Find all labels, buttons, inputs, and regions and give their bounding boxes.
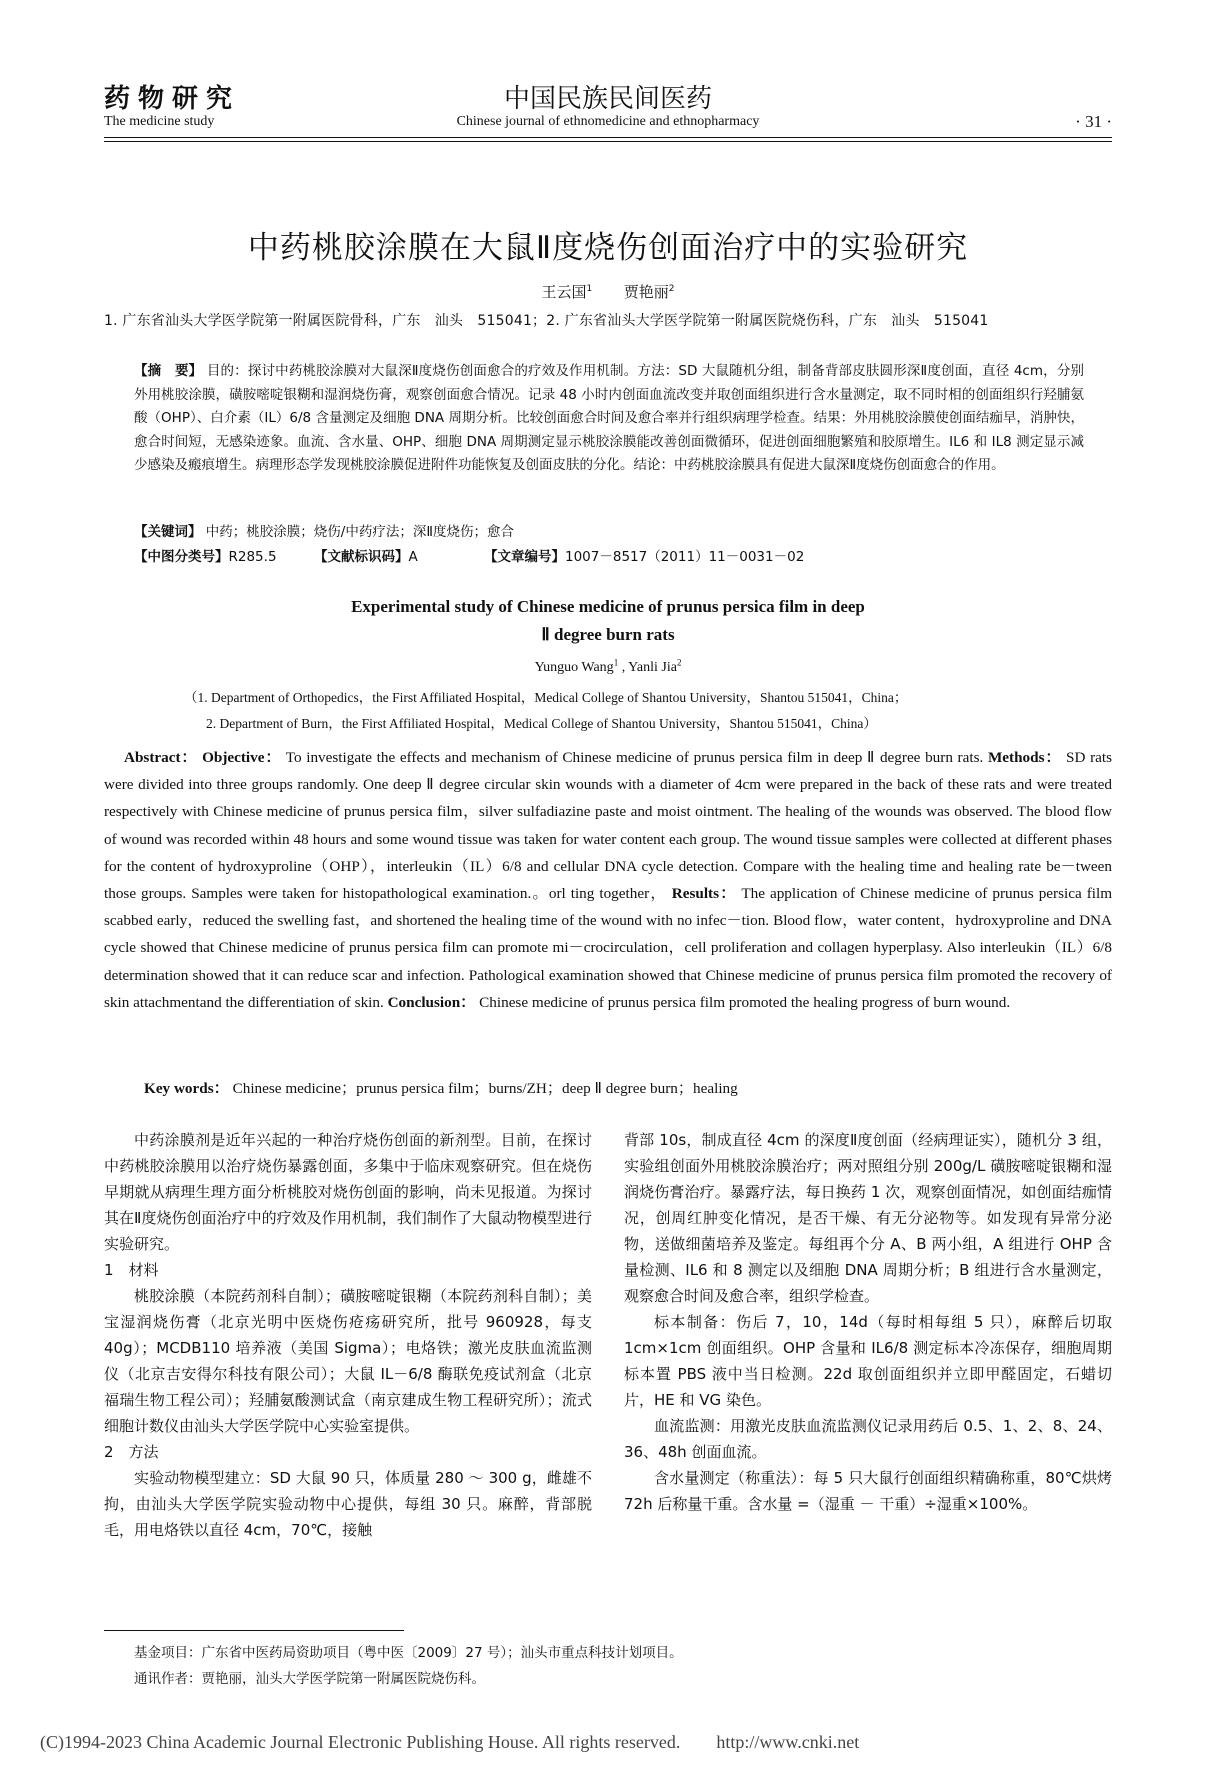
page-number: · 31 ·: [1075, 112, 1112, 131]
body-paragraph: 血流监测：用激光皮肤血流监测仪记录用药后 0.5、1、2、8、24、36、48h 创面血流。: [624, 1417, 1112, 1461]
abstract-en-label: Abstract：: [124, 749, 198, 766]
keywords-cn-text: 中药；桃胶涂膜；烧伤/中药疗法；深Ⅱ度烧伤；愈合: [205, 524, 514, 540]
section-title-en: The medicine study: [104, 114, 215, 129]
methods-label: Methods：: [987, 749, 1062, 766]
journal-name-cn: 中国民族民间医药: [503, 84, 712, 114]
body-paragraph-continued: 背部 10s，制成直径 4cm 的深度Ⅱ度创面（经病理证实），随机分 3 组，实验组创面外用桃胶涂膜治疗；两对照组分别 200g/L 磺胺嘧啶银糊和湿润烧伤膏治疗。暴露疗法，每日换药 1 次，观察创面情况，如创面结痂情况，创周红肿变化情况，是否干燥、有无分泌物等。如发现有异常分泌物，送做细菌培养及鉴定。每组再个分 A、B 两小组，A 组进行 OHP 含量检测、IL6 和 8 测定以及细胞 DNA 周期分析；B 组进行含水量测定，观察愈合时间及愈合率，组织学检查。: [624, 1131, 1112, 1305]
affiliation-en-1: （1. Department of Orthopedics，the First Affiliated Hospital，Medical College of Shantou University，Shantou 515041，China；: [184, 690, 908, 705]
body-column-left: [104, 1127, 592, 1543]
conclusion-label: Conclusion：: [387, 993, 476, 1011]
body-paragraph: 标本制备：伤后 7，10，14d（每时相每组 5 只），麻醉后切取 1cm×1cm 创面组织。OHP 含量和 IL6/8 测定标本冷冻保存，细胞周期标本置 PBS 液中当日检测。22d 取创面组织并立即甲醛固定，石蜡切片，HE 和 VG 染色。: [624, 1313, 1112, 1409]
objective-label: Objective：: [202, 749, 282, 766]
section-heading: 1 材料: [104, 1261, 159, 1279]
abstract-cn-text: 目的：探讨中药桃胶涂膜对大鼠深Ⅱ度烧伤创面愈合的疗效及作用机制。方法：SD 大鼠随机分组，制备背部皮肤圆形深Ⅱ度创面，直径 4cm，分别外用桃胶涂膜，磺胺嘧啶银糊和湿润烧伤膏，观察创面愈合情况。记录 48 小时内创面血流改变并取创面组织进行含水量测定，取不同时相的创面组织行羟脯氨酸（OHP）、白介素（IL）6/8 含量测定及细胞 DNA 周期分析。比较创面愈合时间及愈合率并行组织病理学检查。结果：外用桃胶涂膜使创面结痂早，消肿快，愈合时间短，无感染迹象。血流、含水量、OHP、细胞 DNA 周期测定显示桃胶涂膜能改善创面微循环，促进创面细胞繁殖和胶原增生。IL6 和 IL8 测定显示减少感染及瘢痕增生。病理形态学发现桃胶涂膜促进附件功能恢复及创面皮肤的分化。结论：中药桃胶涂膜具有促进大鼠深Ⅱ度烧伤创面愈合的作用。: [134, 363, 1085, 473]
section-heading: 2 方法: [104, 1443, 159, 1461]
authors-cn: [0, 281, 1216, 302]
methods-text: SD rats were divided into three groups randomly. One deep Ⅱ degree circular skin wounds with a diameter of 4cm were prepared in the back of these rats and were treated respectively with Chinese medicine of prunus persica film，silver sulfadiazine paste and moist ointment. The healing of the wounds was observed. The blood flow of wound was recorded within 48 hours and some wound tissue was taken for water content each group. The wound tissue samples were collected at different phases for the content of hydroxyproline（OHP），interleukin（IL）6/8 and cellular DNA cycle detection. Compare with the healing time and healing rate be－tween those groups. Samples were taken for histopathological examination.。orl ting together，: [104, 749, 1113, 903]
objective-text: To investigate the effects and mechanism of Chinese medicine of prunus persica film in deep Ⅱ degree burn rats.: [285, 749, 984, 766]
body-paragraph: 实验动物模型建立：SD 大鼠 90 只，体质量 280 ～ 300 g，雌雄不拘，由汕头大学医学院实验动物中心提供，每组 30 只。麻醉，背部脱毛，用电烙铁以直径 4cm，70℃，接触: [104, 1469, 592, 1539]
document-code: 【文献标识码】A: [314, 549, 418, 565]
keywords-en: [144, 1077, 1112, 1098]
keywords-cn-label: 【关键词】: [134, 524, 202, 540]
article-title-en-line1: Experimental study of Chinese medicine of prunus persica film in deep: [351, 597, 865, 616]
body-paragraph: 含水量测定（称重法）：每 5 只大鼠行创面组织精确称重，80℃烘烤 72h 后称量干重。含水量 =（湿重 － 干重）÷湿重×100%。: [624, 1469, 1112, 1513]
article-title-en-line2: Ⅱ degree burn rats: [541, 625, 675, 644]
article-number: 【文章编号】1007－8517（2011）11－0031－02: [484, 549, 805, 565]
footnote-fund: 基金项目：广东省中医药局资助项目（粤中医〔2009〕27 号）；汕头市重点科技计划项目。: [134, 1645, 683, 1661]
abstract-cn-label: 【摘 要】: [134, 363, 203, 379]
abstract-en: [104, 744, 1112, 1016]
body-paragraph: 桃胶涂膜（本院药剂科自制）；磺胺嘧啶银糊（本院药剂科自制）；美宝湿润烧伤膏（北京光明中医烧伤疮疡研究所，批号 960928，每支 40g）；MCDB110 培养液（美国 Sigma）；电烙铁；激光皮肤血流监测仪（北京吉安得尔科技有限公司）；大鼠 IL－6/8 酶联免疫试剂盒（北京福瑞生物工程公司）；羟脯氨酸测试盒（南京建成生物工程研究所）；流式细胞计数仪由汕头大学医学院中心实验室提供。: [104, 1287, 592, 1435]
results-text: The application of Chinese medicine of prunus persica film scabbed early，reduced the swelling fast，and shortened the healing time of the wound with no infec－tion. Blood flow，water content，hydroxyproline and DNA cycle showed that Chinese medicine of prunus persica film can promote mi－crocirculation，cell proliferation and collagen hyperplasy. Also interleukin（IL）6/8 determination showed that it can reduce scar and infection. Pathological examination showed that Chinese medicine of prunus persica film promoted the recovery of skin attachmentand the differentiation of skin.: [104, 885, 1113, 1011]
author-name: Yanli Jia: [628, 660, 677, 675]
author-affiliation-mark: 1: [586, 284, 593, 294]
article-title-en: [0, 593, 1216, 649]
affiliation-en-2: 2. Department of Burn，the First Affiliated Hospital，Medical College of Shantou University，Shantou 515041，China）: [206, 716, 877, 731]
author-affiliation-mark: 2: [668, 284, 675, 294]
body-column-right: [624, 1127, 1112, 1517]
header-rule-thin: [104, 141, 1112, 142]
conclusion-text: Chinese medicine of prunus persica film promoted the healing progress of burn wound.: [479, 993, 1011, 1011]
author-name: Yunguo Wang: [534, 660, 614, 675]
keywords-en-text: Chinese medicine；prunus persica film；burns/ZH；deep Ⅱ degree burn；healing: [232, 1080, 738, 1097]
section-title-cn: 药物研究: [104, 84, 241, 114]
header-rule: [104, 137, 1112, 138]
body-paragraph: 中药涂膜剂是近年兴起的一种治疗烧伤创面的新剂型。目前，在探讨中药桃胶涂膜用以治疗烧伤暴露创面，多集中于临床观察研究。但在烧伤早期就从病理生理方面分析桃胶对烧伤创面的影响，尚未见报道。为探讨其在Ⅱ度烧伤创面治疗中的疗效及作用机制，我们制作了大鼠动物模型进行实验研究。: [104, 1131, 592, 1253]
footnote-correspondence: 通讯作者：贾艳丽，汕头大学医学院第一附属医院烧伤科。: [134, 1671, 485, 1687]
abstract-cn: [134, 360, 1084, 478]
keywords-cn: [134, 520, 1084, 540]
affiliations-cn: 1. 广东省汕头大学医学院第一附属医院骨科，广东 汕头 515041；2. 广东省汕头大学医学院第一附属医院烧伤科，广东 汕头 515041: [104, 313, 989, 329]
authors-en: Yunguo Wang$^1$ , Yanli Jia$^2$: [534, 657, 682, 675]
clc-code: 【中图分类号】R285.5: [134, 549, 277, 565]
author-affiliation-mark: 2: [676, 657, 682, 668]
keywords-en-label: Key words：: [144, 1080, 229, 1097]
copyright-notice: (C)1994-2023 China Academic Journal Electronic Publishing House. All rights reserved. http://www.cnki.net: [40, 1732, 860, 1752]
author-name: 王云国: [541, 283, 587, 301]
article-title-cn: 中药桃胶涂膜在大鼠Ⅱ度烧伤创面治疗中的实验研究: [247, 230, 969, 266]
journal-name-en: Chinese journal of ethnomedicine and ethnopharmacy: [456, 114, 760, 129]
author-name: 贾艳丽: [623, 283, 669, 301]
footnote-rule: [104, 1630, 404, 1631]
author-affiliation-mark: 1: [613, 657, 619, 668]
results-label: Results：: [671, 885, 737, 903]
